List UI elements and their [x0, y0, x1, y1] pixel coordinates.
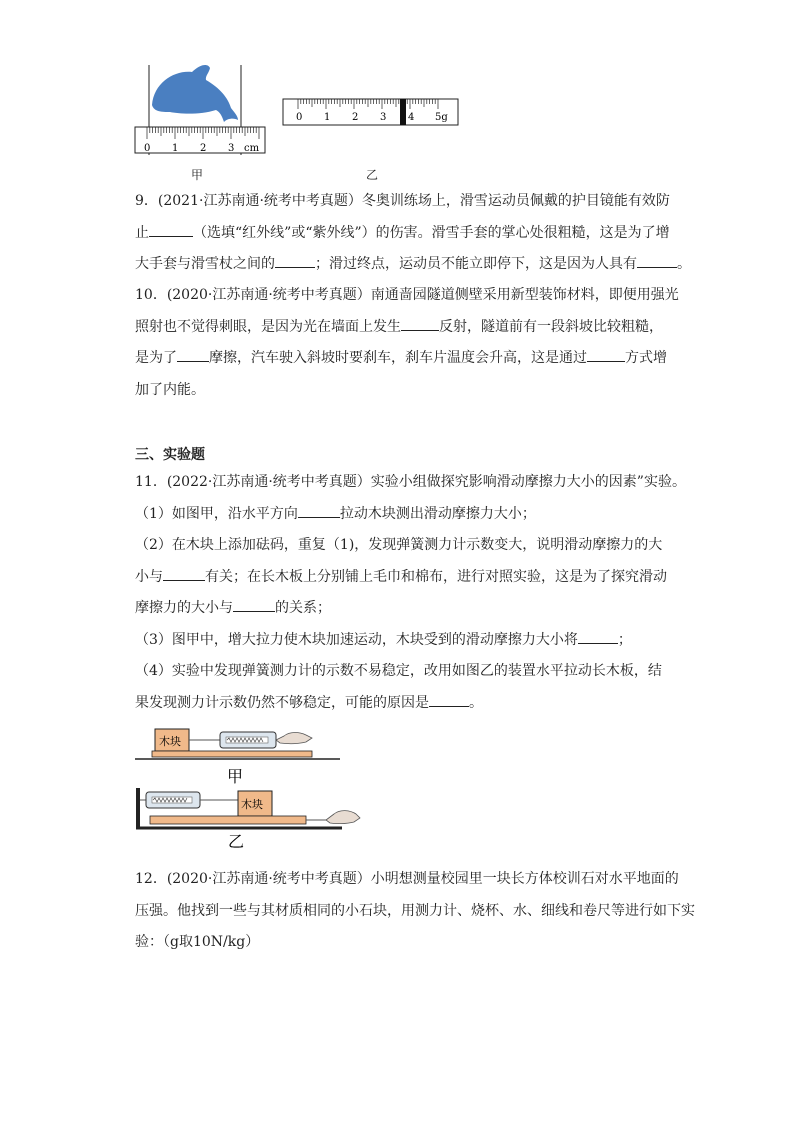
q10-line-4: 加了内能。: [135, 381, 205, 398]
q9-line-2: 止 （选填“红外线”或“紫外线”）的伤害。滑雪手套的掌心处很粗糙，这是为了增: [135, 218, 665, 250]
ruler-label-1: 1: [172, 143, 179, 154]
q11-line-1: 11．(2022·江苏南通·统考中考真题）实验小组做探究影响滑动摩擦力大小的因素”实验。: [135, 474, 686, 490]
spring-scale-top: [220, 732, 276, 748]
answer-blank[interactable]: [163, 564, 205, 581]
scale-label-0: 0: [296, 112, 303, 123]
long-board-bottom: [150, 816, 306, 824]
block-label-top: 木块: [159, 735, 181, 748]
question-9: [135, 186, 691, 281]
q11-line-8: 果发现测力计示数仍然不够稳定，可能的原因是 。: [135, 688, 665, 720]
q12-line-3: 验：（g取10N/kg）: [135, 934, 260, 950]
figure-friction-experiment: [130, 722, 370, 852]
ruler-label-0: 0: [144, 143, 151, 154]
figure1-caption-left: 甲: [191, 168, 204, 182]
q10-line-1: 10．(2020·江苏南通·统考中考真题）南通啬园隧道侧壁采用新型装饰材料，即便用强光: [135, 287, 679, 303]
hand-top: [276, 733, 312, 744]
q10-line-2: 照射也不觉得刺眼，是因为光在墙面上发生 反射，隧道前有一段斜坡比较粗糙，: [135, 312, 665, 344]
ruler-label-unit: cm: [244, 143, 260, 154]
q11-line-5: 摩擦力的大小与 的关系；: [135, 593, 665, 625]
scale-label-5g: 5g: [435, 112, 448, 123]
q11-line-2: （1）如图甲，沿水平方向 拉动木块测出滑动摩擦力大小；: [135, 499, 665, 531]
q11-line-3: （2）在木块上添加砝码，重复（1)，发现弹簧测力计示数变大，说明滑动摩擦力的大: [135, 537, 663, 553]
rider-weight: [400, 99, 406, 125]
question-10: [135, 280, 679, 406]
answer-blank[interactable]: [275, 251, 315, 268]
answer-blank[interactable]: [233, 595, 275, 612]
long-board-top: [152, 751, 312, 757]
figure-ruler-and-scale: [130, 60, 470, 160]
scale-label-4: 4: [408, 112, 415, 123]
q12-line-1: 12．(2020·江苏南通·统考中考真题）小明想测量校园里一块长方体校训石对水平地面的: [135, 871, 679, 887]
answer-blank[interactable]: [177, 345, 209, 362]
q11-line-6: （3）图甲中，增大拉力使木块加速运动，木块受到的滑动摩擦力大小将 ；: [135, 625, 665, 657]
answer-blank[interactable]: [298, 501, 340, 518]
question-11: [135, 467, 686, 719]
answer-blank[interactable]: [637, 251, 677, 268]
q11-line-4: 小与 有关；在长木板上分别铺上毛巾和棉布，进行对照实验，这是为了探究滑动: [135, 562, 665, 594]
answer-blank[interactable]: [149, 220, 193, 237]
q9-line-1: 9．(2021·江苏南通·统考中考真题）冬奥训练场上，滑雪运动员佩戴的护目镜能有效防: [135, 193, 670, 209]
answer-blank[interactable]: [429, 690, 469, 707]
q12-line-2: 压强。他找到一些与其材质相同的小石块，用测力计、烧杯、水、细线和卷尺等进行如下实: [135, 902, 695, 919]
figure2-caption-bottom: 乙: [228, 832, 245, 851]
ruler-label-3: 3: [228, 143, 235, 154]
figure2-caption-top: 甲: [227, 767, 244, 786]
q9-line-3: 大手套与滑雪杖之间的 ；滑过终点，运动员不能立即停下，这是因为人具有 。: [135, 249, 665, 281]
scale-label-3: 3: [380, 112, 387, 123]
balance-scale-beam: [283, 99, 458, 125]
scale-label-1: 1: [324, 112, 331, 123]
figure1-caption-right: 乙: [366, 168, 379, 182]
q11-line-7: （4）实验中发现弹簧测力计的示数不易稳定，改用如图乙的装置水平拉动长木板，结: [135, 663, 662, 679]
dolphin-image: [152, 65, 238, 122]
section-heading-experiments: 三、实验题: [135, 447, 205, 463]
block-label-bottom: 木块: [241, 798, 263, 811]
question-12: [135, 864, 695, 959]
spring-scale-bottom: [146, 792, 200, 808]
scale-label-2: 2: [352, 112, 359, 123]
answer-blank[interactable]: [401, 314, 439, 331]
cm-ruler: [135, 127, 265, 154]
ruler-label-2: 2: [200, 143, 207, 154]
answer-blank[interactable]: [587, 345, 625, 362]
q10-line-3: 是为了 摩擦，汽车驶入斜坡时要刹车，刹车片温度会升高，这是通过 方式增: [135, 343, 665, 375]
hand-bottom: [326, 811, 360, 824]
answer-blank[interactable]: [578, 627, 618, 644]
